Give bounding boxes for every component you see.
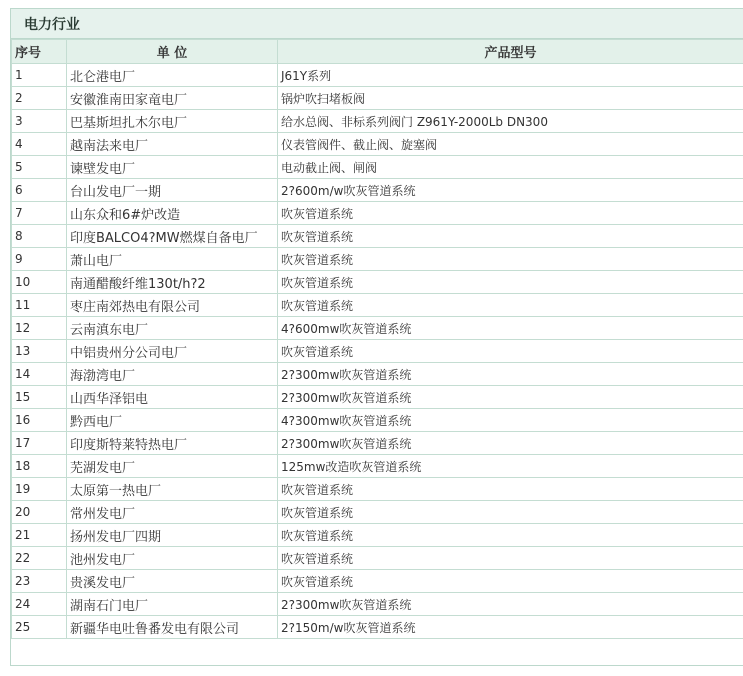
row-number-cell: 10 — [12, 271, 67, 294]
row-unit-cell: 越南法来电厂 — [67, 133, 278, 156]
row-number-cell: 7 — [12, 202, 67, 225]
row-number-cell: 4 — [12, 133, 67, 156]
row-product-cell: 电动截止阀、闸阀 — [278, 156, 743, 179]
row-unit-cell: 云南滇东电厂 — [67, 317, 278, 340]
row-product-cell: 125mw改造吹灰管道系统 — [278, 455, 743, 478]
table-row — [12, 547, 743, 570]
row-product-cell: 4?600mw吹灰管道系统 — [278, 317, 743, 340]
row-product-cell: 吹灰管道系统 — [278, 570, 743, 593]
row-number-cell: 12 — [12, 317, 67, 340]
table-row — [12, 294, 743, 317]
row-number-cell: 9 — [12, 248, 67, 271]
row-product-cell: 吹灰管道系统 — [278, 294, 743, 317]
row-number-cell: 3 — [12, 110, 67, 133]
row-number-cell: 6 — [12, 179, 67, 202]
row-unit-cell: 海渤湾电厂 — [67, 363, 278, 386]
row-number-cell: 1 — [12, 64, 67, 87]
customer-table — [11, 39, 743, 639]
row-unit-cell: 山东众和6#炉改造 — [67, 202, 278, 225]
table-row — [12, 271, 743, 294]
row-unit-cell: 湖南石门电厂 — [67, 593, 278, 616]
row-unit-cell: 池州发电厂 — [67, 547, 278, 570]
row-unit-cell: 北仑港电厂 — [67, 64, 278, 87]
table-row — [12, 570, 743, 593]
row-unit-cell: 安徽淮南田家竜电厂 — [67, 87, 278, 110]
row-product-cell: 2?150m/w吹灰管道系统 — [278, 616, 743, 639]
row-unit-cell: 芜湖发电厂 — [67, 455, 278, 478]
table-row — [12, 225, 743, 248]
row-number-cell: 17 — [12, 432, 67, 455]
table-row — [12, 524, 743, 547]
row-unit-cell: 印度斯特莱特热电厂 — [67, 432, 278, 455]
row-product-cell: 吹灰管道系统 — [278, 478, 743, 501]
table-row — [12, 317, 743, 340]
table-row — [12, 432, 743, 455]
row-product-cell: 吹灰管道系统 — [278, 340, 743, 363]
row-number-cell: 5 — [12, 156, 67, 179]
header-unit: 单 位 — [67, 40, 278, 64]
row-product-cell: 吹灰管道系统 — [278, 524, 743, 547]
row-number-cell: 23 — [12, 570, 67, 593]
row-unit-cell: 谏壁发电厂 — [67, 156, 278, 179]
row-unit-cell: 印度BALCO4?MW燃煤自备电厂 — [67, 225, 278, 248]
header-no: 序号 — [12, 40, 67, 64]
row-unit-cell: 扬州发电厂四期 — [67, 524, 278, 547]
table-row — [12, 616, 743, 639]
table-row — [12, 133, 743, 156]
industry-panel — [10, 8, 743, 666]
table-row — [12, 340, 743, 363]
row-unit-cell: 黔西电厂 — [67, 409, 278, 432]
table-row — [12, 110, 743, 133]
row-unit-cell: 枣庄南郊热电有限公司 — [67, 294, 278, 317]
row-product-cell: 吹灰管道系统 — [278, 248, 743, 271]
table-row — [12, 179, 743, 202]
row-product-cell: 吹灰管道系统 — [278, 501, 743, 524]
row-product-cell: 2?300mw吹灰管道系统 — [278, 432, 743, 455]
table-row — [12, 202, 743, 225]
row-product-cell: 2?300mw吹灰管道系统 — [278, 386, 743, 409]
row-product-cell: 给水总阀、非标系列阀门 Z961Y-2000Lb DN300 — [278, 110, 743, 133]
row-product-cell: 吹灰管道系统 — [278, 271, 743, 294]
row-product-cell: 吹灰管道系统 — [278, 547, 743, 570]
table-row — [12, 386, 743, 409]
row-unit-cell: 台山发电厂一期 — [67, 179, 278, 202]
row-unit-cell: 巴基斯坦扎木尔电厂 — [67, 110, 278, 133]
row-product-cell: 2?600m/w吹灰管道系统 — [278, 179, 743, 202]
row-number-cell: 19 — [12, 478, 67, 501]
row-number-cell: 15 — [12, 386, 67, 409]
header-product: 产品型号 — [278, 40, 743, 64]
table-row — [12, 156, 743, 179]
row-product-cell: 吹灰管道系统 — [278, 202, 743, 225]
row-number-cell: 2 — [12, 87, 67, 110]
row-product-cell: 仪表管阀件、截止阀、旋塞阀 — [278, 133, 743, 156]
table-row — [12, 409, 743, 432]
row-product-cell: 锅炉吹扫堵板阀 — [278, 87, 743, 110]
row-unit-cell: 山西华泽铝电 — [67, 386, 278, 409]
table-row — [12, 87, 743, 110]
table-row — [12, 501, 743, 524]
table-row — [12, 363, 743, 386]
table-header-row — [12, 40, 743, 64]
row-number-cell: 18 — [12, 455, 67, 478]
row-number-cell: 11 — [12, 294, 67, 317]
section-title: 电力行业 — [11, 8, 743, 39]
row-product-cell: J61Y系列 — [278, 64, 743, 87]
row-number-cell: 20 — [12, 501, 67, 524]
row-number-cell: 22 — [12, 547, 67, 570]
table-row — [12, 478, 743, 501]
row-number-cell: 8 — [12, 225, 67, 248]
row-product-cell: 2?300mw吹灰管道系统 — [278, 363, 743, 386]
table-row — [12, 455, 743, 478]
table-row — [12, 593, 743, 616]
row-unit-cell: 中铝贵州分公司电厂 — [67, 340, 278, 363]
row-unit-cell: 南通醋酸纤维130t/h?2 — [67, 271, 278, 294]
table-body — [12, 64, 743, 639]
row-unit-cell: 萧山电厂 — [67, 248, 278, 271]
row-unit-cell: 新疆华电吐鲁番发电有限公司 — [67, 616, 278, 639]
row-unit-cell: 常州发电厂 — [67, 501, 278, 524]
row-number-cell: 13 — [12, 340, 67, 363]
row-product-cell: 吹灰管道系统 — [278, 225, 743, 248]
row-number-cell: 14 — [12, 363, 67, 386]
table-row — [12, 248, 743, 271]
row-number-cell: 16 — [12, 409, 67, 432]
table-row — [12, 64, 743, 87]
row-product-cell: 2?300mw吹灰管道系统 — [278, 593, 743, 616]
row-number-cell: 21 — [12, 524, 67, 547]
row-unit-cell: 贵溪发电厂 — [67, 570, 278, 593]
row-product-cell: 4?300mw吹灰管道系统 — [278, 409, 743, 432]
row-number-cell: 24 — [12, 593, 67, 616]
row-unit-cell: 太原第一热电厂 — [67, 478, 278, 501]
row-number-cell: 25 — [12, 616, 67, 639]
